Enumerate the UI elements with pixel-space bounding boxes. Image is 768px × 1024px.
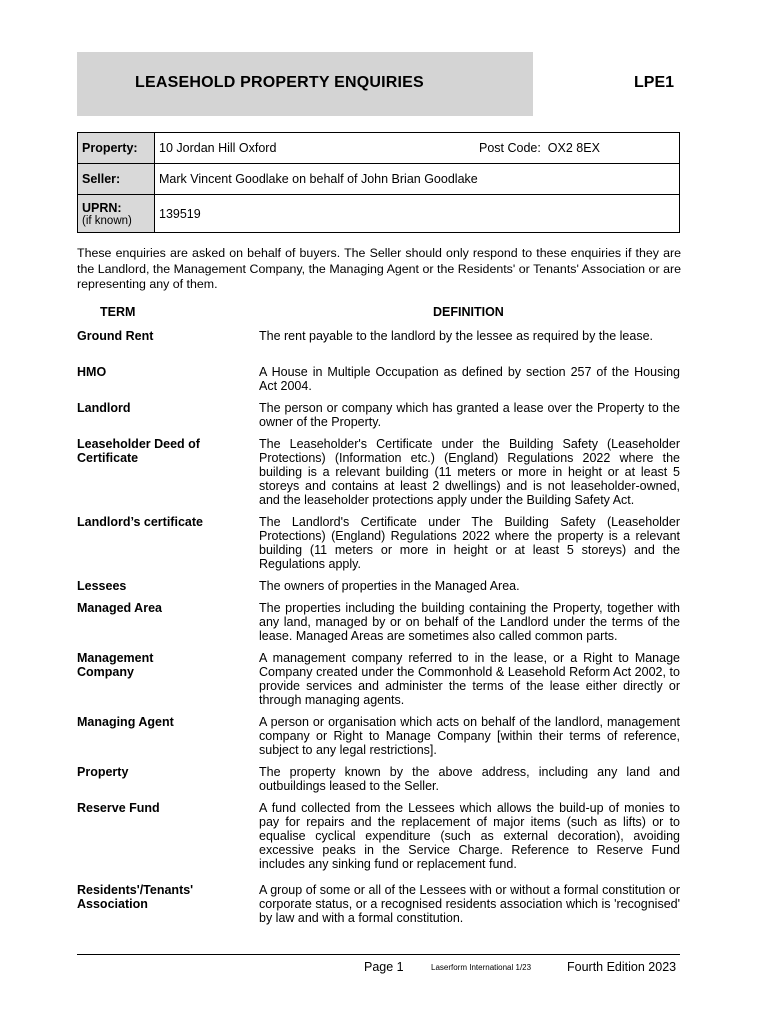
property-value: 10 Jordan Hill Oxford bbox=[159, 141, 277, 155]
definition-term: Property bbox=[77, 765, 129, 779]
page-number: Page 1 bbox=[364, 960, 404, 974]
document-title: LEASEHOLD PROPERTY ENQUIRIES bbox=[135, 74, 424, 91]
postcode-value: OX2 8EX bbox=[547, 141, 600, 155]
publisher-note: Laserform International 1/23 bbox=[431, 963, 532, 972]
uprn-sublabel: (if known) bbox=[82, 214, 132, 227]
uprn-label-cell bbox=[78, 195, 155, 233]
definition-text: A group of some or all of the Lessees with or without a formal constitution or corporate status, or a recognised residents association which is 'recognised' by law and with a formal constitution. bbox=[259, 883, 680, 925]
edition-label: Fourth Edition 2023 bbox=[567, 960, 677, 974]
definition-term: Landlord bbox=[77, 401, 131, 415]
seller-value: Mark Vincent Goodlake on behalf of John Brian Goodlake bbox=[155, 164, 680, 195]
definition-term: Management Company bbox=[77, 651, 154, 679]
definition-text: The owners of properties in the Managed Area. bbox=[259, 579, 520, 593]
postcode-group bbox=[479, 141, 675, 155]
title-banner bbox=[77, 52, 533, 116]
form-code: LPE1 bbox=[634, 74, 675, 91]
footer-divider bbox=[77, 954, 680, 955]
definition-term: Managed Area bbox=[77, 601, 162, 615]
term-column-heading: TERM bbox=[100, 305, 136, 319]
definition-term: Leaseholder Deed of Certificate bbox=[77, 437, 200, 465]
definition-text: The person or company which has granted a lease over the Property to the owner of the Property. bbox=[259, 401, 680, 429]
definition-column-heading: DEFINITION bbox=[433, 305, 504, 319]
property-label: Property: bbox=[78, 133, 155, 164]
definition-term: Landlord’s certificate bbox=[77, 515, 203, 529]
definition-term: Managing Agent bbox=[77, 715, 174, 729]
property-row bbox=[78, 133, 680, 164]
definition-text: The Leaseholder's Certificate under the Building Safety (Leaseholder Protections) (Information etc.) (England) Regulations 2022 where the building is a relevant building (11 meters or more in height or at least 5 storeys and contains at least 2 dwellings) and is not leaseholder-owned, and the leaseholder protections apply under the Building Safety Act. bbox=[259, 437, 680, 507]
definition-term: Residents'/Tenants' Association bbox=[77, 883, 194, 911]
definition-text: A House in Multiple Occupation as defined by section 257 of the Housing Act 2004. bbox=[259, 365, 680, 393]
property-info-table bbox=[77, 132, 680, 233]
seller-label: Seller: bbox=[78, 164, 155, 195]
definition-text: The properties including the building containing the Property, together with any land, managed by or on behalf of the Landlord under the terms of the lease. Managed Areas are sometimes also called common parts. bbox=[259, 601, 680, 643]
definition-text: A person or organisation which acts on behalf of the landlord, management company or Right to Manage Company [within their terms of reference, subject to any legal restrictions]. bbox=[259, 715, 680, 757]
uprn-row bbox=[78, 195, 680, 233]
definition-text: A management company referred to in the lease, or a Right to Manage Company created under the Commonhold & Leasehold Reform Act 2002, to provide services and administer the terms of the lease either directly or through managing agents. bbox=[259, 651, 680, 707]
definition-text: A fund collected from the Lessees which allows the build-up of monies to pay for repairs and the replacement of major items (such as lifts) or to equalise cyclical expenditure (such as external decoration), avoiding excessive peaks in the Service Charge. Reference to Reserve Fund includes any sinking fund or replacement fund. bbox=[259, 801, 680, 871]
seller-row bbox=[78, 164, 680, 195]
property-value-cell bbox=[155, 133, 680, 164]
postcode-label: Post Code: bbox=[479, 141, 541, 155]
definition-term: HMO bbox=[77, 365, 107, 379]
uprn-value: 139519 bbox=[155, 195, 680, 233]
definition-text: The property known by the above address, including any land and outbuildings leased to the Seller. bbox=[259, 765, 680, 793]
definition-term: Lessees bbox=[77, 579, 127, 593]
definition-text: The rent payable to the landlord by the lessee as required by the lease. bbox=[259, 329, 654, 343]
intro-paragraph: These enquiries are asked on behalf of buyers. The Seller should only respond to these enquiries if they are the Landlord, the Management Company, the Managing Agent or the Residents' or Tenants' Association or are representing any of them. bbox=[77, 246, 681, 291]
definition-text: The Landlord's Certificate under The Building Safety (Leaseholder Protections) (England) Regulations 2022 where the property is a relevant building (11 meters or more in height or at least 5 storeys) and the Regulations apply. bbox=[259, 515, 680, 571]
uprn-label: UPRN: bbox=[82, 200, 122, 215]
definition-term: Reserve Fund bbox=[77, 801, 160, 815]
definition-term: Ground Rent bbox=[77, 329, 154, 343]
